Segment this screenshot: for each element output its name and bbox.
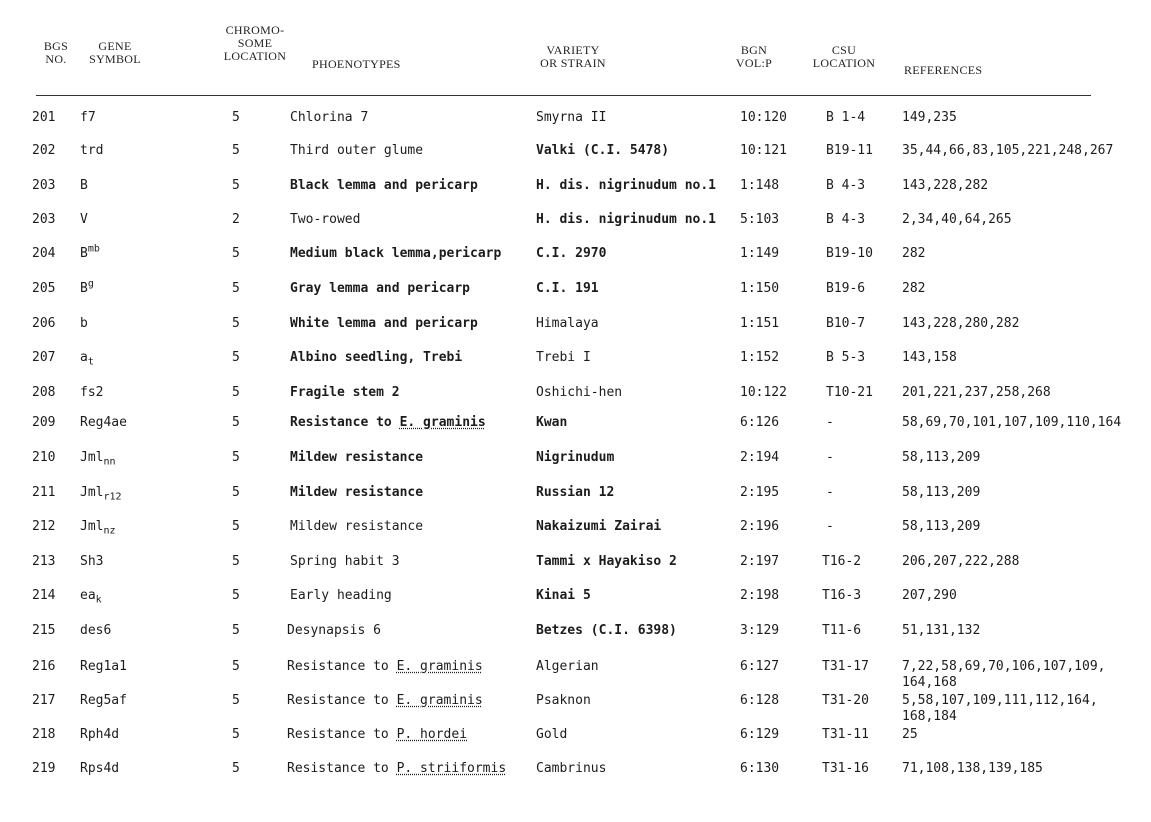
- gene-symbol: [80, 588, 102, 604]
- references: 143,158: [902, 350, 957, 365]
- bgs-number: 201: [32, 110, 56, 125]
- gene-symbol-main: fs2: [80, 385, 104, 400]
- gene-subscript: r12: [103, 491, 122, 503]
- table-row: [0, 316, 1151, 336]
- references: 7,22,58,69,70,106,107,109, 164,168: [902, 659, 1106, 690]
- phenotype: White lemma and pericarp: [290, 316, 478, 331]
- bgs-number: 215: [32, 623, 56, 638]
- chromosome-location: 5: [232, 485, 240, 500]
- phenotype: Mildew resistance: [290, 450, 424, 465]
- csu-location: B19-6: [826, 281, 866, 296]
- bgs-number: 207: [32, 350, 56, 365]
- gene-symbol: [80, 385, 103, 401]
- csu-location: -: [826, 415, 834, 430]
- table-row: [0, 385, 1151, 405]
- gene-symbol: [80, 693, 127, 709]
- phenotype: Mildew resistance: [290, 485, 424, 500]
- chromosome-location: 5: [232, 415, 240, 430]
- gene-symbol: [80, 554, 103, 570]
- gene-subscript: nn: [103, 456, 116, 468]
- chromosome-location: 5: [232, 554, 240, 569]
- gene-symbol-main: Reg4ae: [80, 415, 127, 430]
- references: 25: [902, 727, 918, 742]
- gene-symbol: [80, 178, 88, 194]
- csu-location: T31-20: [822, 693, 869, 708]
- gene-symbol-main: ea: [80, 588, 96, 603]
- gene-symbol-main: Reg5af: [80, 693, 127, 708]
- species-name: E. graminis: [396, 659, 483, 674]
- csu-location: B 1-4: [826, 110, 866, 125]
- variety-or-strain: Betzes (C.I. 6398): [536, 623, 677, 638]
- csu-location: -: [826, 485, 834, 500]
- variety-or-strain: Nigrinudum: [536, 450, 615, 465]
- phenotype: Desynapsis 6: [287, 623, 381, 638]
- references: 58,113,209: [902, 519, 981, 534]
- chromosome-location: 5: [232, 385, 240, 400]
- bgn-volume-page: 10:122: [740, 385, 787, 400]
- csu-location: T16-2: [822, 554, 862, 569]
- references: 282: [902, 281, 926, 296]
- variety-or-strain: Oshichi-hen: [536, 385, 623, 400]
- gene-symbol-main: Jml: [80, 519, 104, 534]
- phenotype: Albino seedling, Trebi: [290, 350, 463, 365]
- bgs-number: 211: [32, 485, 56, 500]
- table-row: [0, 110, 1151, 130]
- gene-symbol: [80, 761, 119, 777]
- bgn-volume-page: 1:151: [740, 316, 780, 331]
- csu-location: T16-3: [822, 588, 862, 603]
- csu-location: B 5-3: [826, 350, 866, 365]
- bgs-number: 208: [32, 385, 56, 400]
- header-bgs-no: BGS NO.: [43, 39, 69, 66]
- gene-symbol-main: Sh3: [80, 554, 104, 569]
- bgs-number: 206: [32, 316, 56, 331]
- gene-symbol-main: Reg1a1: [80, 659, 127, 674]
- references: 143,228,280,282: [902, 316, 1020, 331]
- bgs-number: 212: [32, 519, 56, 534]
- bgn-volume-page: 1:150: [740, 281, 780, 296]
- table-row: [0, 450, 1151, 470]
- header-variety-strain: VARIETY OR STRAIN: [540, 43, 606, 70]
- bgs-number: 214: [32, 588, 56, 603]
- table-row: [0, 212, 1151, 232]
- bgn-volume-page: 10:120: [740, 110, 787, 125]
- phenotype: Two-rowed: [290, 212, 361, 227]
- gene-symbol: [80, 243, 100, 262]
- bgs-number: 219: [32, 761, 56, 776]
- gene-symbol-main: Jml: [80, 485, 104, 500]
- variety-or-strain: Smyrna II: [536, 110, 607, 125]
- bgn-volume-page: 6:129: [740, 727, 780, 742]
- species-name: P. hordei: [396, 727, 468, 742]
- gene-subscript: nz: [103, 525, 116, 537]
- gene-symbol: [80, 316, 88, 332]
- table-row: [0, 243, 1151, 266]
- variety-or-strain: Himalaya: [536, 316, 599, 331]
- references: 201,221,237,258,268: [902, 385, 1051, 400]
- bgn-volume-page: 3:129: [740, 623, 780, 638]
- gene-symbol: [80, 110, 96, 126]
- phenotype: Early heading: [290, 588, 392, 603]
- references: 58,69,70,101,107,109,110,164: [902, 415, 1122, 430]
- variety-or-strain: Valki (C.I. 5478): [536, 143, 670, 158]
- bgn-volume-page: 1:152: [740, 350, 780, 365]
- phenotype: Fragile stem 2: [290, 385, 400, 400]
- gene-symbol: [80, 415, 127, 431]
- header-phenotypes: PHOENOTYPES: [312, 57, 401, 71]
- chromosome-location: 5: [232, 143, 240, 158]
- header-csu-location: CSU LOCATION: [812, 43, 876, 70]
- chromosome-location: 5: [232, 316, 240, 331]
- bgs-number: 203: [32, 212, 56, 227]
- bgn-volume-page: 10:121: [740, 143, 787, 158]
- chromosome-location: 5: [232, 178, 240, 193]
- gene-subscript: k: [95, 594, 102, 606]
- bgs-number: 204: [32, 246, 56, 261]
- chromosome-location: 5: [232, 693, 240, 708]
- gene-symbol-main: V: [80, 212, 88, 227]
- gene-symbol-main: Jml: [80, 450, 104, 465]
- variety-or-strain: C.I. 191: [536, 281, 599, 296]
- table-row: [0, 178, 1151, 198]
- phenotype-text: Resistance to: [287, 727, 397, 742]
- csu-location: T31-11: [822, 727, 869, 742]
- references: 282: [902, 246, 926, 261]
- header-bgn-volp: BGN VOL:P: [735, 43, 773, 70]
- species-name: E. graminis: [399, 415, 486, 430]
- gene-symbol-main: B: [80, 246, 88, 261]
- csu-location: T10-21: [826, 385, 873, 400]
- header-chromosome-location: CHROMO- SOME LOCATION: [223, 23, 287, 63]
- gene-symbol-main: a: [80, 350, 88, 365]
- phenotype: [287, 693, 483, 709]
- species-name: E. graminis: [396, 693, 483, 708]
- table-row: [0, 485, 1151, 505]
- gene-symbol-main: B: [80, 178, 88, 193]
- table-row: [0, 415, 1151, 435]
- variety-or-strain: Cambrinus: [536, 761, 607, 776]
- phenotype: Mildew resistance: [290, 519, 424, 534]
- csu-location: T11-6: [822, 623, 862, 638]
- bgn-volume-page: 2:196: [740, 519, 780, 534]
- bgs-number: 213: [32, 554, 56, 569]
- table-row: [0, 659, 1151, 690]
- references: 58,113,209: [902, 485, 981, 500]
- bgn-volume-page: 6:128: [740, 693, 780, 708]
- table-row: [0, 519, 1151, 539]
- chromosome-location: 2: [232, 212, 240, 227]
- variety-or-strain: Kinai 5: [536, 588, 591, 603]
- table-row: [0, 588, 1151, 608]
- csu-location: T31-17: [822, 659, 869, 674]
- chromosome-location: 5: [232, 519, 240, 534]
- chromosome-location: 5: [232, 281, 240, 296]
- references: 2,34,40,64,265: [902, 212, 1012, 227]
- gene-symbol: [80, 659, 127, 675]
- gene-symbol: [80, 450, 116, 466]
- chromosome-location: 5: [232, 110, 240, 125]
- gene-symbol-main: B: [80, 281, 88, 296]
- gene-symbol-main: des6: [80, 623, 112, 638]
- csu-location: -: [826, 450, 834, 465]
- bgs-number: 210: [32, 450, 56, 465]
- table-row: [0, 623, 1151, 643]
- chromosome-location: 5: [232, 727, 240, 742]
- references: 58,113,209: [902, 450, 981, 465]
- bgn-volume-page: 6:130: [740, 761, 780, 776]
- bgn-volume-page: 1:149: [740, 246, 780, 261]
- phenotype: Gray lemma and pericarp: [290, 281, 471, 296]
- bgn-volume-page: 1:148: [740, 178, 780, 193]
- gene-symbol: [80, 212, 88, 228]
- bgs-number: 205: [32, 281, 56, 296]
- gene-symbol-main: trd: [80, 143, 104, 158]
- table-row: [0, 761, 1151, 781]
- chromosome-location: 5: [232, 659, 240, 674]
- bgn-volume-page: 6:127: [740, 659, 780, 674]
- bgn-volume-page: 2:195: [740, 485, 780, 500]
- variety-or-strain: Trebi I: [536, 350, 591, 365]
- phenotype-text: Resistance to: [290, 415, 400, 430]
- phenotype: Black lemma and pericarp: [290, 178, 478, 193]
- bgn-volume-page: 2:197: [740, 554, 780, 569]
- gene-symbol-main: b: [80, 316, 88, 331]
- header-references: REFERENCES: [904, 63, 983, 77]
- bgs-number: 202: [32, 143, 56, 158]
- phenotype-text: Resistance to: [287, 659, 397, 674]
- gene-symbol-main: Rps4d: [80, 761, 120, 776]
- csu-location: B19-11: [826, 143, 873, 158]
- chromosome-location: 5: [232, 350, 240, 365]
- csu-location: B 4-3: [826, 212, 866, 227]
- references: 206,207,222,288: [902, 554, 1020, 569]
- variety-or-strain: Nakaizumi Zairai: [536, 519, 662, 534]
- phenotype: Spring habit 3: [290, 554, 400, 569]
- variety-or-strain: Russian 12: [536, 485, 615, 500]
- variety-or-strain: Psaknon: [536, 693, 591, 708]
- table-row: [0, 554, 1151, 574]
- table-row: [0, 350, 1151, 370]
- references: 5,58,107,109,111,112,164, 168,184: [902, 693, 1098, 724]
- phenotype: Chlorina 7: [290, 110, 369, 125]
- bgs-number: 209: [32, 415, 56, 430]
- csu-location: B19-10: [826, 246, 873, 261]
- chromosome-location: 5: [232, 246, 240, 261]
- header-divider: [36, 95, 1091, 96]
- references: 35,44,66,83,105,221,248,267: [902, 143, 1114, 158]
- phenotype: [290, 415, 486, 431]
- table-row: [0, 143, 1151, 163]
- csu-location: T31-16: [822, 761, 869, 776]
- variety-or-strain: Tammi x Hayakiso 2: [536, 554, 677, 569]
- references: 149,235: [902, 110, 957, 125]
- references: 207,290: [902, 588, 957, 603]
- chromosome-location: 5: [232, 623, 240, 638]
- variety-or-strain: Algerian: [536, 659, 599, 674]
- species-name: P. striiformis: [396, 761, 507, 776]
- bgn-volume-page: 2:198: [740, 588, 780, 603]
- header-gene-symbol: GENE SYMBOL: [89, 39, 141, 66]
- gene-symbol: [80, 143, 103, 159]
- variety-or-strain: H. dis. nigrinudum no.1: [536, 212, 717, 227]
- gene-symbol-main: f7: [80, 110, 96, 125]
- gene-superscript: mb: [87, 243, 100, 255]
- csu-location: B 4-3: [826, 178, 866, 193]
- gene-symbol: [80, 519, 116, 535]
- variety-or-strain: C.I. 2970: [536, 246, 607, 261]
- gene-subscript: t: [87, 356, 94, 368]
- phenotype: [287, 659, 483, 675]
- variety-or-strain: Gold: [536, 727, 568, 742]
- bgn-volume-page: 2:194: [740, 450, 780, 465]
- chromosome-location: 5: [232, 588, 240, 603]
- references: 51,131,132: [902, 623, 981, 638]
- gene-symbol-main: Rph4d: [80, 727, 120, 742]
- gene-symbol: [80, 350, 94, 366]
- table-row: [0, 727, 1151, 747]
- bgn-volume-page: 6:126: [740, 415, 780, 430]
- csu-location: -: [826, 519, 834, 534]
- variety-or-strain: Kwan: [536, 415, 568, 430]
- phenotype: [287, 761, 506, 777]
- phenotype: Medium black lemma,pericarp: [290, 246, 502, 261]
- references: 71,108,138,139,185: [902, 761, 1043, 776]
- table-row: [0, 278, 1151, 301]
- gene-symbol: [80, 278, 94, 297]
- table-row: [0, 693, 1151, 724]
- chromosome-location: 5: [232, 450, 240, 465]
- variety-or-strain: H. dis. nigrinudum no.1: [536, 178, 717, 193]
- references: 143,228,282: [902, 178, 989, 193]
- csu-location: B10-7: [826, 316, 866, 331]
- bgs-number: 203: [32, 178, 56, 193]
- bgs-number: 216: [32, 659, 56, 674]
- phenotype: Third outer glume: [290, 143, 424, 158]
- gene-symbol: [80, 623, 111, 639]
- phenotype: [287, 727, 467, 743]
- chromosome-location: 5: [232, 761, 240, 776]
- phenotype-text: Resistance to: [287, 693, 397, 708]
- gene-symbol: [80, 485, 122, 501]
- bgs-number: 218: [32, 727, 56, 742]
- bgs-number: 217: [32, 693, 56, 708]
- bgn-volume-page: 5:103: [740, 212, 780, 227]
- gene-superscript: g: [87, 278, 94, 290]
- phenotype-text: Resistance to: [287, 761, 397, 776]
- gene-symbol: [80, 727, 119, 743]
